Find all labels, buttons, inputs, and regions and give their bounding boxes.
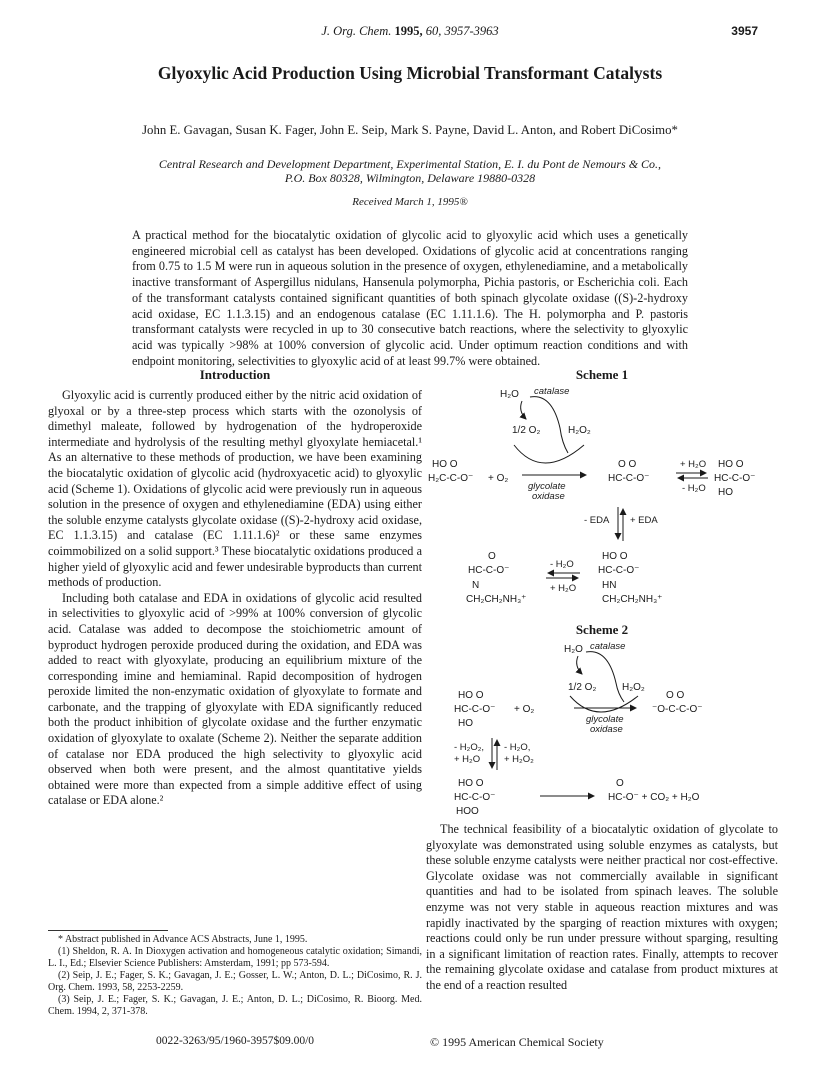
right-column-body bbox=[426, 822, 778, 994]
affiliation bbox=[110, 157, 710, 185]
hydrate-substituents: HO O bbox=[718, 459, 744, 470]
page-number: 3957 bbox=[731, 24, 758, 38]
peroxide-label: H₂O₂ bbox=[568, 425, 591, 436]
paragraph: The technical feasibility of a biocatalytic oxidation of glycolate to glyoxylate was demonstrated using soluble enzymes as catalysts, but these soluble enzyme catalysts were neither practical nor cost-effective. Glycolate oxidase was not commercially available in significant quantities and had to be isolated from spinach leaves. The soluble enzyme was not very stable in aqueous reaction mixtures and was rapidly inactivated by the sparging of reaction mixtures with oxygen; reactions could only be run under pressure without sparging, resulting in a significant limitation of reaction rates. Finally, attempts to recover the remaining glycolate oxidase and catalase from product mixtures at the end of a reaction resulted bbox=[426, 822, 778, 992]
peroxy-formula: HC-C-O⁻ bbox=[454, 792, 496, 803]
scheme-1-title: Scheme 1 bbox=[575, 367, 629, 382]
footnote: * Abstract published in Advance ACS Abstracts, June 1, 1995. bbox=[58, 934, 308, 945]
half-oxygen-label: 1/2 O₂ bbox=[568, 682, 597, 693]
hemiaminal-chain: CH₂CH₂NH₃⁺ bbox=[602, 594, 663, 605]
catalase-label: catalase bbox=[534, 386, 570, 397]
author-list: John E. Gavagan, Susan K. Fager, John E. Seip, Mark S. Payne, David L. Anton, and Robert DiCosimo* bbox=[142, 123, 678, 137]
peroxy-group: HOO bbox=[456, 806, 479, 817]
scheme-2-diagram bbox=[422, 638, 782, 818]
catalase-arrow bbox=[521, 401, 526, 419]
scheme-1-diagram bbox=[422, 383, 782, 619]
introduction-body bbox=[48, 388, 422, 809]
formate-oxygen: O bbox=[616, 778, 624, 789]
section-heading: Introduction bbox=[199, 367, 271, 382]
glycolate-formula: H₂C-C-O⁻ bbox=[428, 473, 474, 484]
affiliation-line: P.O. Box 80328, Wilmington, Delaware 19880-0328 bbox=[284, 171, 536, 185]
affiliation-line: Central Research and Development Department, Experimental Station, E. I. du Pont de Nemours & Co., bbox=[158, 157, 662, 171]
received-date: Received March 1, 1995® bbox=[352, 196, 468, 208]
paragraph: Glyoxylic acid is currently produced either by the nitric acid oxidation of glyoxal or by a three-step process which starts with the ozonolysis of dimethyl maleate, followed by hydrogenation of the hydroperoxide intermediate and hydrolysis of the resulting methyl glyoxylate hemiacetal.¹ As an alternative to these methods of production, we have been examining the biocatalytic oxidation of glycolic acid (hydroxyacetic acid) to glyoxylic acid (Scheme 1). Oxidations of glycolic acid were previously run in aqueous solution in the presence of oxygen and ethylenediamine (EDA) using either the soluble enzyme catalysts glycolate oxidase ((S)-2-hydroxy acid oxidase, EC 1.1.3.15) and catalase (EC 1.11.1.6)² or these same enzymes coimmobilized on a solid support.³ These biocatalytic oxidations produced a higher yield of glyoxylic acid and fewer undesirable byproducts than current methods of production. bbox=[48, 388, 422, 590]
imine-eq-label: + H₂O bbox=[550, 583, 577, 594]
journal-citation bbox=[0, 24, 820, 39]
peroxy-substituents: HO O bbox=[458, 778, 484, 789]
abstract: A practical method for the biocatalytic oxidation of glycolic acid to glyoxylic acid which uses a genetically engineered microbial cell as catalyst has been developed. Oxidations of glycolic acid at concentrations ranging from 0.75 to 1.5 M were run in aqueous solution in the presence of oxygen, ethylenediamine, and a metabolically inactive transformant of Aspergillus nidulans, Hansenula polymorpha, Pichia pastoris, or Escherichia coli. Each of the transformant catalysts contained significant quantities of both spinach glycolate oxidase ((S)-2-hydroxy acid oxidase, EC 1.1.3.15) and an endogenous catalase (EC 1.11.1.6). The H. polymorpha and P. pastoris transformant catalysts were recycled in up to 30 consecutive batch reactions, where the selectivity to glyoxylic acid was typically >98% at 100% conversion of glycolic acid. Under optimum reaction conditions and with endpoint monitoring, selectivities to glyoxylic acid of at least 99.7% were obtained. bbox=[132, 228, 688, 368]
hydrate-hydroxyl: HO bbox=[458, 718, 473, 729]
hydrate-formula: HC-C-O⁻ bbox=[454, 704, 496, 715]
eda-add-label: + EDA bbox=[630, 515, 658, 526]
hydrate-formula: HC-C-O⁻ bbox=[714, 473, 756, 484]
glyoxylate-substituents: O O bbox=[618, 459, 637, 470]
oxygen-reagent: + O₂ bbox=[514, 704, 535, 715]
journal-name: J. Org. Chem. bbox=[321, 24, 392, 38]
imine-eq-label: - H₂O bbox=[550, 559, 574, 570]
dehydration-label: - H₂O bbox=[682, 483, 706, 494]
footnote-rule bbox=[48, 930, 168, 931]
formate-products: HC-O⁻ + CO₂ + H₂O bbox=[608, 792, 700, 803]
enzyme-label: oxidase bbox=[532, 491, 565, 502]
article-code: 0022-3263/95/1960-3957$09.00/0 bbox=[155, 1035, 315, 1047]
article-title: Glyoxylic Acid Production Using Microbial Transformant Catalysts bbox=[157, 63, 663, 83]
half-oxygen-label: 1/2 O₂ bbox=[512, 425, 541, 436]
hydrate-hydroxyl: HO bbox=[718, 487, 733, 498]
peroxide-eq-label: - H₂O₂, bbox=[454, 742, 485, 753]
eda-remove-label: - EDA bbox=[584, 515, 610, 526]
hydration-label: + H₂O bbox=[680, 459, 707, 470]
oxidase-curve bbox=[570, 696, 638, 712]
enzyme-label: glycolate bbox=[586, 714, 624, 725]
catalase-arrow bbox=[577, 656, 582, 674]
imine-oxygen: O bbox=[488, 551, 496, 562]
oxidase-curve bbox=[514, 445, 584, 463]
oxalate-formula: ⁻O-C-C-O⁻ bbox=[652, 704, 703, 715]
scheme-2-title: Scheme 2 bbox=[575, 622, 629, 637]
water-label: H₂O bbox=[500, 389, 519, 400]
enzyme-label: glycolate bbox=[528, 481, 566, 492]
hydrate-substituents: HO O bbox=[458, 690, 484, 701]
water-label: H₂O bbox=[564, 644, 583, 655]
peroxide-label: H₂O₂ bbox=[622, 682, 645, 693]
footnote: (3) Seip, J. E.; Fager, S. K.; Gavagan, J. E.; Anton, D. L.; DiCosimo, R. Bioorg. Med. Chem. 1994, 2, 371-378. bbox=[48, 994, 422, 1017]
imine-nitrogen: N bbox=[472, 580, 480, 591]
imine-chain: CH₂CH₂NH₃⁺ bbox=[466, 594, 527, 605]
paragraph: Including both catalase and EDA in oxidations of glycolic acid resulted in selectivities to glyoxylic acid of >99% at 100% conversion of glycolic acid. Catalase was added to decompose the stoichiometric amount of byproduct hydrogen peroxide produced during the oxidation, and EDA was added to react with glyoxylate, producing an equilibrium mixture of the corresponding imine and hemiaminal. Rapid decomposition of hydrogen peroxide limited the non-enzymatic oxidation of glyoxylate to formate and carbonate, and the trapping of glyoxylate with EDA significantly reduced both the product inhibition of glycolate oxidase and the further enzymatic oxidation of glyoxylate to oxalate (Scheme 2). Neither the separate addition of catalase nor EDA produced the high selectivity to glyoxylic acid observed when both were present, and the almost quantitative yields obtained were more than expected from a simple additive effect of using catalase or EDA alone.² bbox=[48, 590, 422, 808]
peroxide-eq-label: + H₂O bbox=[454, 754, 481, 765]
peroxide-eq-label: + H₂O₂ bbox=[504, 754, 534, 765]
glyoxylate-formula: HC-C-O⁻ bbox=[608, 473, 650, 484]
enzyme-label: oxidase bbox=[590, 724, 623, 735]
catalase-arc bbox=[586, 652, 624, 702]
copyright-notice: © 1995 American Chemical Society bbox=[430, 1035, 604, 1049]
journal-volume: 60, bbox=[425, 24, 442, 38]
footnote: (1) Sheldon, R. A. In Dioxygen activation and homogeneous catalytic oxidation; Simandi, L. I., Ed.; Elsevier Science Publishers: Amsterdam, 1991; pp 573-594. bbox=[48, 946, 422, 969]
journal-year: 1995, bbox=[394, 24, 423, 38]
hemiaminal-nitrogen: HN bbox=[602, 580, 617, 591]
journal-pages: 3957-3963 bbox=[444, 24, 499, 38]
oxalate-substituents: O O bbox=[666, 690, 685, 701]
hemiaminal-substituents: HO O bbox=[602, 551, 628, 562]
hemiaminal-formula: HC-C-O⁻ bbox=[598, 565, 640, 576]
running-header bbox=[0, 24, 820, 42]
footnotes bbox=[48, 930, 422, 1018]
imine-formula: HC-C-O⁻ bbox=[468, 565, 510, 576]
glycolate-substituents: HO O bbox=[432, 459, 458, 470]
catalase-label: catalase bbox=[590, 641, 626, 652]
peroxide-eq-label: - H₂O, bbox=[504, 742, 531, 753]
oxygen-reagent: + O₂ bbox=[488, 473, 509, 484]
footnote: (2) Seip, J. E.; Fager, S. K.; Gavagan, J. E.; Gosser, L. W.; Anton, D. L.; DiCosimo, R. J. Org. Chem. 1993, 58, 2253-2259. bbox=[48, 970, 422, 993]
